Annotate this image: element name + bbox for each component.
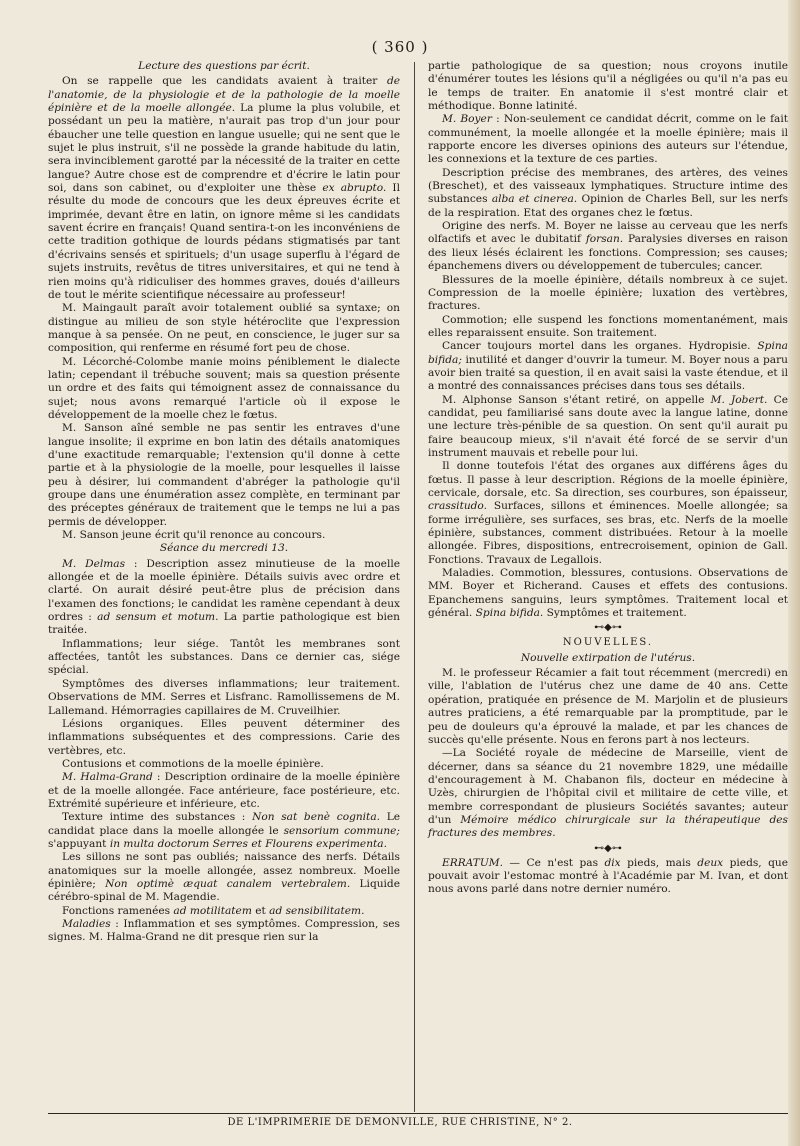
printer-imprint: DE L'IMPRIMERIE DE DEMONVILLE, RUE CHRISTINE, N° 2. — [227, 1117, 573, 1128]
erratum-paragraph: ERRATUM. — Ce n'est pas dix pieds, mais deux pieds, que pouvait avoir l'estomac montré à l'Académie par M. Ivan, et dont nous avons parlé dans notre dernier numéro. — [428, 856, 788, 896]
ornament-divider: ⊷◆⊶ — [594, 842, 622, 854]
paragraph: Maladies : Inflammation et ses symptômes. Compression, ses signes. M. Halma-Grand ne dit presque rien sur la — [48, 918, 400, 944]
paragraph: On se rappelle que les candidats avaient à traiter de l'anatomie, de la physiologie et de la pathologie de la moelle épinière et de la moelle allongée. La plume la plus volubile, et possédant un peu la matière, n'aurait pas trop d'un jour pour ébaucher une telle question en langue usuelle; qui ne sent que le sujet le plus instruit, s'il ne possède la grande habitude du latin, sera invinciblement garotté par la nécessité de la traiter en cette langue? Autre chose est de comprendre et d'écrire le latin pour soi, dans son cabinet, ou d'exploiter une thèse ex abrupto. Il résulte du mode de concours que les deux épreuves écrite et imprimée, devant être en latin, on ignore même si les candidats savent écrire en français! Quand sentira-t-on les inconvéniens de cette tradition gothique de lourds pédans stigmatisés par tant d'écrivains sensés et spirituels; d'un usage superflu à l'égard de sujets instruits, revêtus de titres universitaires, et qui ne tend à rien moins qu'à ridiculiser des hommes graves, doués d'ailleurs de tout le mérite scientifique nécessaire au professeur! — [48, 75, 401, 301]
paragraph: Inflammations; leur siége. Tantôt les membranes sont affectées, tantôt les substances. Dans ce dernier cas, siége spécial. — [48, 637, 400, 677]
paragraph: Description précise des membranes, des artères, des veines (Breschet), et des vaisseaux lymphatiques. Structure intime des substances alba et cinerea. Opinion de Charles Bell, sur les nerfs de la respiration. Etat des organes chez le fœtus. — [428, 166, 789, 219]
right-column — [428, 60, 788, 897]
paragraph: Lésions organiques. Elles peuvent déterminer des inflammations subséquentes et des compressions. Carie des vertèbres, etc. — [48, 717, 400, 757]
paragraph: Fonctions ramenées ad motilitatem et ad sensibilitatem. — [62, 904, 365, 917]
paragraph: Cancer toujours mortel dans les organes. Hydropisie. Spina bifida; inutilité et danger d'ouvrir la tumeur. M. Boyer nous a paru avoir bien traité sa question, il en avait saisi la vaste étendue, et il a montré des connaissances précises dans tous ses détails. — [428, 340, 788, 393]
paragraph: M. Halma-Grand : Description ordinaire de la moelle épinière et de la moelle allongée. Face antérieure, face postérieure, etc. Extrémité supérieure et inférieure, etc. — [48, 771, 400, 810]
paragraph: —La Société royale de médecine de Marseille, vient de décerner, dans sa séance du 21 novembre 1829, une médaille d'encouragement à M. Chabanon fils, docteur en médecine à Uzès, chirurgien de l'hôpital civil et militaire de cette ville, et membre correspondant de plusieurs Sociétés savantes; auteur d'un Mémoire médico chirurgicale sur la thérapeutique des fractures des membres. — [428, 747, 788, 840]
column-divider — [414, 62, 415, 1112]
paragraph: Commotion; elle suspend les fonctions momentanément, mais elles reparaissent ensuite. Son traitement. — [428, 313, 788, 339]
ornament-divider: ⊷◆⊶ — [594, 622, 622, 634]
seance-heading: Séance du mercredi 13. — [159, 542, 289, 555]
section-title-nouvelles: NOUVELLES. — [562, 637, 654, 649]
footer-rule — [48, 1113, 788, 1114]
paragraph: M. Boyer : Non-seulement ce candidat décrit, comme on le fait communément, la moelle allongée et la moelle épinière; mais il rapporte encore les diverses opinions des auteurs sur l'étendue, les connexions et la texture de ces parties. — [428, 113, 788, 166]
paragraph: M. Alphonse Sanson s'étant retiré, on appelle M. Jobert. Ce candidat, peu familiarisé sans doute avec la langue latine, donne une lecture très-pénible de sa question. On sent qu'il aurait pu faire beaucoup mieux, s'il n'avait été forcé de se servir d'un instrument mauvais et rebelle pour lui. — [428, 393, 788, 459]
paragraph: Contusions et commotions de la moelle épinière. — [62, 757, 324, 770]
paragraph: Symptômes des diverses inflammations; leur traitement. Observations de MM. Serres et Lisfranc. Ramollissemens de M. Lallemand. Hémorragies capillaires de M. Cruveilhier. — [48, 677, 400, 717]
paragraph: Blessures de la moelle épinière, détails nombreux à ce sujet. Compression de la moelle épinière; luxation des vertèbres, fractures. — [428, 273, 788, 313]
paragraph: M. le professeur Récamier a fait tout récemment (mercredi) en ville, l'ablation de l'utérus chez une dame de 40 ans. Cette opération, pratiquée en présence de M. Marjolin et de plusieurs autres praticiens, a été remarquable par la promptitude, par le peu de douleurs qu'a éprouvé la malade, et par les chances de succès qu'elle présente. Nous en ferons part à nos lecteurs. — [428, 667, 788, 746]
page-edge — [788, 0, 800, 1146]
paragraph: partie pathologique de sa question; nous croyons inutile d'énumérer toutes les lésions qu'il a négligées ou qu'il n'a pas eu le temps de traiter. En anatomie il s'est montré clair et méthodique. Bonne latinité. — [428, 60, 788, 113]
erratum-label: ERRATUM. — [442, 856, 503, 869]
paragraph: Maladies. Commotion, blessures, contusions. Observations de MM. Boyer et Richerand. Causes et effets des contusions. Epanchemens sanguins, leurs symptômes. Traitement local et général. Spina bifida. Symptômes et traitement. — [428, 567, 788, 620]
paragraph: M. Sanson aîné semble ne pas sentir les entraves d'une langue insolite; il exprime en bon latin des détails anatomiques d'une exactitude remarquable; l'extension qu'il donne à cette partie et à la physiologie de la moelle, pour lesquelles il laisse peu à désirer, lui commandent d'abréger la pathologie qu'il groupe dans une énumération assez complète, en terminant par des préceptes généraux de traitement que le temps ne lui a pas permis de développer. — [48, 422, 400, 528]
paragraph: Il donne toutefois l'état des organes aux différens âges du fœtus. Il passe à leur description. Régions de la moelle épinière, cervicale, dorsale, etc. Sa direction, ses courbures, son épaisseur, crassitudo. Surfaces, sillons et éminences. Moelle allongée; sa forme irrégulière, ses surfaces, ses bras, etc. Nerfs de la moelle épinière, substances, comment distribuées. Retour à la moelle allongée. Fibres, dispositions, entrecroisement, opinion de Gall. Fonctions. Travaux de Legallois. — [428, 460, 788, 566]
paragraph: M. Delmas : Description assez minutieuse de la moelle allongée et de la moelle épinière. Détails suivis avec ordre et clarté. On aurait désiré peut-être plus de précision dans l'examen des fonctions; le candidat les ramène cependant à deux ordres : ad sensum et motum. La partie pathologique est bien traitée. — [48, 557, 400, 637]
paragraph: Les sillons ne sont pas oubliés; naissance des nerfs. Détails anatomiques sur la moelle allongée, assez nombreux. Moelle épinière; Non optimè æquat canalem vertebralem. Liquide cérébro-spinal de M. Magendie. — [48, 851, 400, 904]
paragraph: M. Lécorché-Colombe manie moins péniblement le dialecte latin; cependant il trébuche souvent; mais sa question présente un ordre et des faits qui témoignent assez de connaissance du sujet; nous avons remarqué l'article où il expose le développement de la moelle chez le fœtus. — [48, 355, 400, 421]
paragraph: M. Maingault paraît avoir totalement oublié sa syntaxe; on distingue au milieu de son style hétéroclite que l'expression manque à sa pensée. On ne peut, en conscience, le juger sur sa composition, qui renferme en résumé fort peu de chose. — [48, 302, 400, 355]
left-column — [48, 60, 400, 945]
paragraph: Texture intime des substances : Non sat benè cognita. Le candidat place dans la moelle allongée le sensorium commune; s'appuyant in multa doctorum Serres et Flourens experimenta. — [48, 811, 401, 850]
page-number: ( 360 ) — [371, 38, 429, 56]
sub-heading-uterus: Nouvelle extirpation de l'utérus. — [520, 651, 696, 664]
section-heading-lecture: Lecture des questions par écrit. — [138, 60, 310, 72]
paragraph: Origine des nerfs. M. Boyer ne laisse au cerveau que les nerfs olfactifs et avec le dubitatif forsan. Paralysies diverses en raison des lieux lésés éclairent les fonctions. Compression; ses causes; épanchemens divers ou développement de tubercules; cancer. — [428, 220, 788, 273]
paragraph: M. Sanson jeune écrit qu'il renonce au concours. — [62, 529, 326, 542]
